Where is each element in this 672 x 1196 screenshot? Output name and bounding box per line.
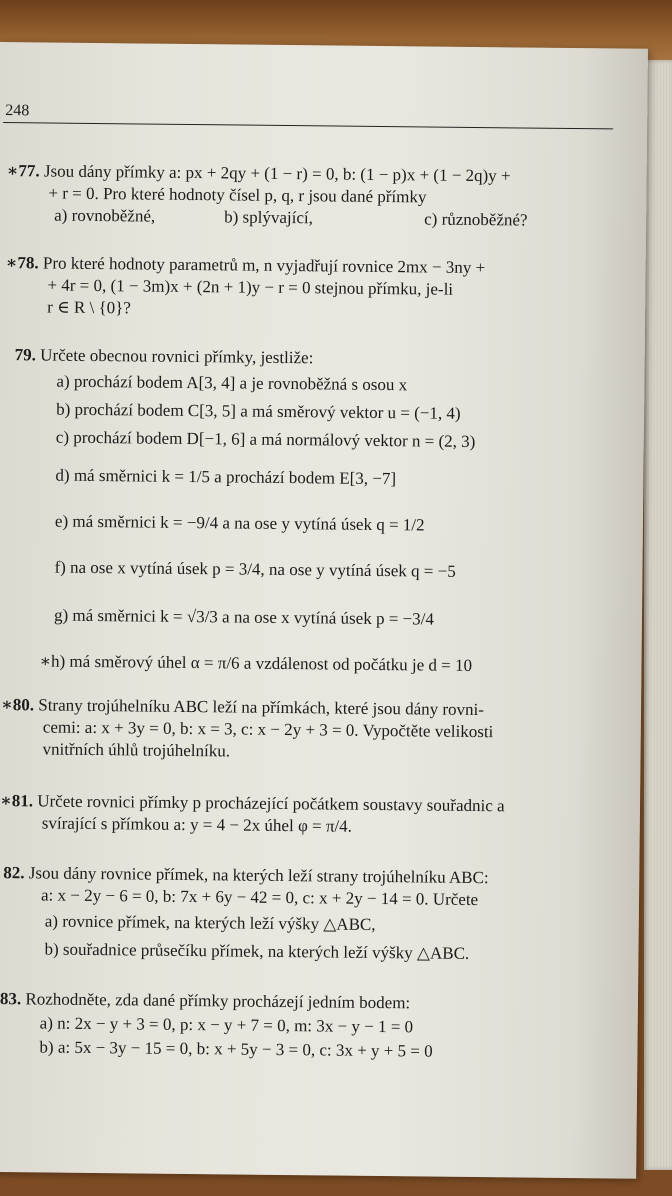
problem-79 [1, 344, 614, 678]
problem-number: ∗80. [0, 695, 35, 715]
book-page-edges [644, 60, 672, 1170]
subitem: g) má směrnici k = √3/3 a na ose x vytíná úsek p = −3/4 [53, 605, 435, 629]
subitem: c) prochází bodem D[−1, 6] a má normálový vektor n = (2, 3) [55, 427, 476, 451]
header-rule [3, 122, 613, 129]
option: a) rovnoběžné, [54, 205, 156, 226]
subitem: a) rovnice přímek, na kterých leží výšky △ABC, [44, 911, 376, 934]
problem-line: r ∈ R \ {0}? [47, 297, 131, 318]
option: c) různoběžné? [424, 209, 528, 230]
problem-text: Určete rovnici přímky p procházející počátkem soustavy souřadnic a [37, 791, 505, 816]
subitem: a) prochází bodem A[3, 4] a je rovnoběžná s osou x [56, 371, 408, 395]
problem-83 [0, 988, 608, 1064]
subitem: b) a: 5x − 3y − 15 = 0, b: x + 5y − 3 = 0, c: 3x + y + 5 = 0 [39, 1037, 433, 1061]
problem-78 [5, 252, 616, 324]
book-page [0, 42, 648, 1179]
problem-text: Strany trojúhelníku ABC leží na přímkách, které jsou dány rovni- [38, 695, 485, 720]
problem-line: cemi: a: x + 3y = 0, b: x = 3, c: x − 2y + 3 = 0. Vypočtěte velikosti [42, 717, 494, 742]
subitem: a) n: 2x − y + 3 = 0, p: x − y + 7 = 0, m: 3x − y − 1 = 0 [39, 1013, 414, 1037]
subitem: ∗h) má směrový úhel α = π/6 a vzdálenost od počátku je d = 10 [39, 651, 473, 675]
problem-line [5, 344, 615, 372]
problem-line: + 4r = 0, (1 − 3m)x + (2n + 1)y − r = 0 stejnou přímku, je-li [47, 275, 454, 299]
problem-82 [0, 862, 609, 966]
problem-line: + r = 0. Pro které hodnoty čísel p, q, r jsou dané přímky [48, 183, 427, 207]
problem-number: 83. [0, 989, 22, 1009]
problem-80 [0, 694, 611, 766]
problem-text: Jsou dány rovnice přímek, na kterých leží strany trojúhelníku ABC: [28, 863, 489, 888]
problem-line: vnitřních úhlů trojúhelníku. [42, 739, 231, 761]
option: b) splývající, [224, 207, 314, 228]
problem-line: svírající s přímkou a: y = 4 − 2x úhel φ = π/4. [41, 813, 353, 836]
problem-number: ∗81. [0, 791, 34, 811]
problem-number: ∗78. [5, 253, 39, 273]
page-number: 248 [5, 102, 30, 120]
problem-81 [0, 790, 610, 840]
problem-number: 82. [3, 863, 25, 883]
problem-text: Určete obecnou rovnici přímky, jestliže: [40, 345, 314, 368]
problem-line: a: x − 2y − 6 = 0, b: 7x + 6y − 42 = 0, c: x + 2y − 14 = 0. Určete [40, 885, 479, 910]
subitem: b) souřadnice průsečíku přímek, na kterých leží výšky △ABC. [44, 939, 470, 963]
problem-77 [6, 160, 617, 232]
subitem: b) prochází bodem C[3, 5] a má směrový vektor u = (−1, 4) [56, 399, 461, 423]
problem-text: Rozhodněte, zda dané přímky procházejí jedním bodem: [25, 989, 411, 1013]
problem-number: ∗77. [6, 161, 40, 181]
problem-text: Pro které hodnoty parametrů m, n vyjadřují rovnice 2mx − 3ny + [42, 253, 486, 278]
subitem: d) má směrnici k = 1/5 a prochází bodem E[3, −7] [55, 465, 397, 489]
subitem: f) na ose x vytíná úsek p = 3/4, na ose y vytíná úsek q = −5 [54, 557, 456, 581]
problem-number: 79. [14, 345, 37, 365]
problem-text: Jsou dány přímky a: px + 2qy + (1 − r) = 0, b: (1 − p)x + (1 − 2q)y + [43, 161, 511, 186]
subitem: e) má směrnici k = −9/4 a na ose y vytíná úsek q = 1/2 [54, 511, 425, 535]
page-content [0, 42, 640, 1169]
